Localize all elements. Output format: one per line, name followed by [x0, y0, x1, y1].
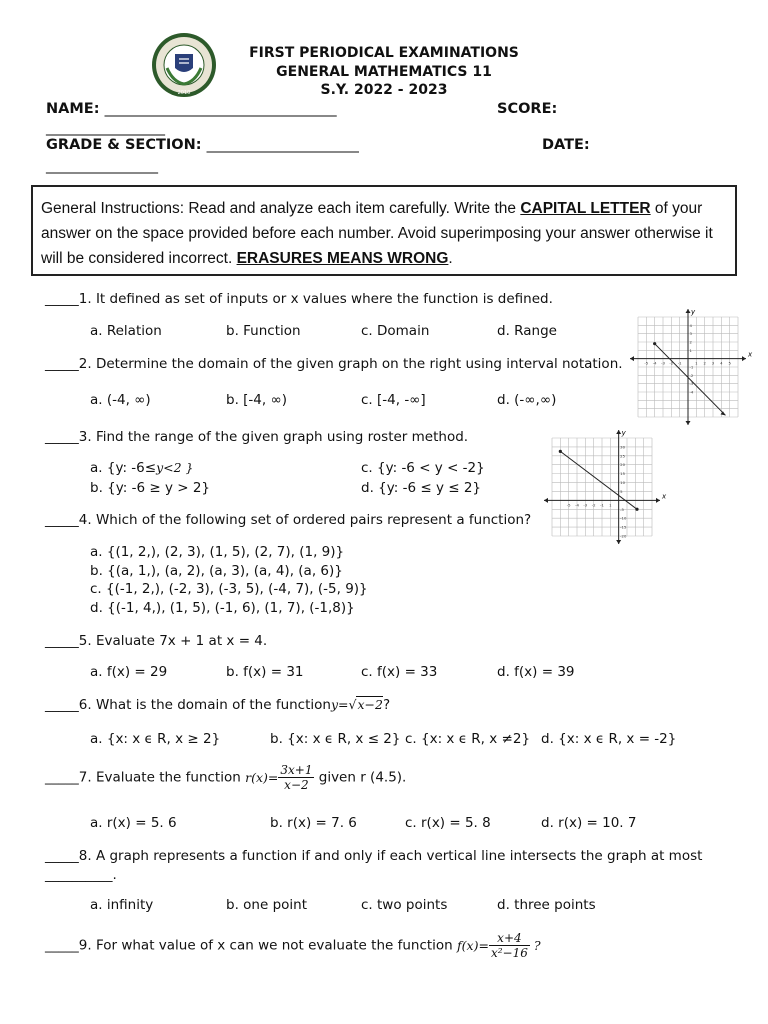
choice: d. r(x) = 10. 7: [541, 815, 637, 831]
choice: c. two points: [361, 897, 448, 913]
y-tick-label: 4: [689, 322, 692, 328]
choice: b. {x: x ϵ R, x ≤ 2}: [270, 731, 401, 747]
x-tick-label: -4: [575, 502, 579, 508]
choice: a. {(1, 2,), (2, 3), (1, 5), (2, 7), (1, 9)}: [90, 544, 345, 560]
choice: d. (-∞,∞): [497, 392, 557, 408]
answer-blank[interactable]: _____: [45, 356, 79, 372]
y-tick-label: 10: [620, 480, 626, 486]
answer-blank[interactable]: _____: [45, 429, 79, 445]
subject-title: GENERAL MATHEMATICS 11: [276, 64, 492, 80]
endpoint: [559, 450, 562, 453]
choice: a. {x: x ϵ R, x ≥ 2}: [90, 731, 221, 747]
choice: d. Range: [497, 323, 557, 339]
choice: d. f(x) = 39: [497, 664, 575, 680]
general-instructions-box: [31, 185, 737, 276]
question-3: _____3. Find the range of the given graph using roster method.: [45, 429, 469, 445]
choice: c. [-4, -∞]: [361, 392, 426, 408]
x-tick-label: 5: [728, 360, 731, 366]
graph-question-3: [540, 430, 668, 548]
function-line: [652, 344, 726, 416]
y-axis-label: y: [691, 308, 696, 316]
y-tick-label: -5: [620, 506, 624, 512]
choice: c. r(x) = 5. 8: [405, 815, 491, 831]
instructions-text-2: of your answer on the space provided before each number. Avoid superimposing your answer otherwise it will be considered incorrect.: [41, 200, 713, 267]
instructions-erasures: ERASURES MEANS WRONG: [236, 250, 449, 267]
x-axis-label: x: [748, 350, 753, 359]
choice: d. {x: x ϵ R, x = -2}: [541, 731, 677, 747]
y-tick-label: -10: [620, 515, 627, 521]
choice: d. three points: [497, 897, 596, 913]
grade-section-label: GRADE & SECTION:: [46, 137, 202, 153]
exam-title: FIRST PERIODICAL EXAMINATIONS: [249, 45, 519, 61]
x-tick-label: -1: [600, 502, 604, 508]
choice: a. f(x) = 29: [90, 664, 168, 680]
grade-section-field[interactable]: [46, 137, 359, 153]
school-year: S.Y. 2022 - 2023: [320, 82, 448, 98]
name-blank[interactable]: ________________________________: [104, 101, 337, 117]
choice: b. {(a, 1,), (a, 2), (a, 3), (a, 4), (a, 6)}: [90, 563, 343, 579]
x-tick-label: -5: [644, 360, 649, 366]
y-tick-label: 5: [620, 488, 623, 494]
y-tick-label: 15: [620, 471, 626, 477]
y-tick-label: 3: [689, 331, 692, 337]
instructions-capital-letter: CAPITAL LETTER: [520, 200, 651, 217]
y-axis-label: y: [621, 429, 626, 437]
choice: b. {y: -6 ≥ y > 2}: [90, 480, 211, 496]
choice: b. r(x) = 7. 6: [270, 815, 357, 831]
instructions-text-3: .: [448, 250, 453, 267]
x-tick-label: 1: [609, 502, 612, 508]
score-label: SCORE:: [497, 101, 558, 117]
y-tick-label: 1: [689, 347, 692, 353]
y-tick-label: 25: [620, 453, 626, 459]
x-tick-label: -2: [591, 502, 596, 508]
answer-blank[interactable]: _____: [45, 769, 79, 786]
svg-text:2010: 2010: [177, 90, 191, 96]
endpoint: [635, 508, 638, 511]
y-tick-label: -4: [689, 389, 694, 395]
choice: b. f(x) = 31: [226, 664, 304, 680]
choice: a. infinity: [90, 897, 154, 913]
answer-blank[interactable]: _____: [45, 633, 79, 649]
question-8: _____8. A graph represents a function if and only if each vertical line intersects the graph at most __________.: [45, 848, 703, 883]
fraction-r-of-x: $\frac{3x+1}{x-2}$: [280, 763, 313, 792]
x-tick-label: -3: [661, 360, 665, 366]
answer-blank[interactable]: _____: [45, 937, 79, 954]
y-tick-label: -1: [689, 364, 694, 370]
x-tick-label: -3: [583, 502, 588, 508]
choice: a. (-4, ∞): [90, 392, 151, 408]
grade-section-blank[interactable]: _____________________: [206, 137, 359, 153]
name-label: NAME:: [46, 101, 100, 117]
y-tick-label: 20: [620, 462, 626, 468]
question-2: _____2. Determine the domain of the given graph on the right using interval notation.: [45, 356, 623, 372]
grade-blank-continued[interactable]: ________________: [46, 158, 158, 174]
y-tick-label: 30: [620, 444, 626, 450]
y-tick-label: -20: [620, 533, 627, 539]
y-tick-label: 2: [689, 339, 692, 345]
x-tick-label: -2: [669, 360, 674, 366]
name-field[interactable]: [46, 101, 337, 117]
choice: b. Function: [226, 323, 301, 339]
choice: c. {x: x ϵ R, x ≠2}: [405, 731, 531, 747]
endpoint: [653, 342, 656, 345]
x-tick-label: 4: [720, 360, 723, 366]
question-6: _____6. What is the domain of the functiony=√x−2?: [45, 697, 391, 713]
choice: c. Domain: [361, 323, 430, 339]
name-blank-continued[interactable]: _________________: [46, 120, 165, 136]
choice: c. f(x) = 33: [361, 664, 438, 680]
x-axis-label: x: [662, 492, 667, 501]
x-tick-label: 2: [703, 360, 706, 366]
choice: c. {(-1, 2,), (-2, 3), (-3, 5), (-4, 7), (-5, 9)}: [90, 581, 368, 597]
choice: d. {y: -6 ≤ y ≤ 2}: [361, 480, 482, 496]
x-tick-label: 3: [711, 360, 715, 366]
question-1: _____1. It defined as set of inputs or x values where the function is defined.: [45, 291, 553, 307]
graph-question-2: [628, 305, 753, 430]
choice: c. {y: -6 < y < -2}: [361, 460, 485, 476]
question-7: _____7. Evaluate the function r(x)= $\frac{3x+1}{x-2}$ given r (4.5).: [45, 763, 407, 792]
choice: d. {(-1, 4,), (1, 5), (-1, 6), (1, 7), (-1,8)}: [90, 600, 355, 616]
y-tick-label: -3: [689, 381, 694, 387]
fraction-f-of-x: $\frac{x+4}{\text{x²−16}}$: [490, 931, 528, 960]
choice: a. Relation: [90, 323, 162, 339]
x-tick-label: 1: [695, 360, 698, 366]
x-tick-label: -1: [677, 360, 682, 366]
y-tick-label: -2: [689, 372, 694, 378]
question-5: _____5. Evaluate 7x + 1 at x = 4.: [45, 633, 268, 649]
y-tick-label: -15: [620, 524, 627, 530]
choice-3a: a. {y: -6≤y<2 }: [90, 460, 194, 476]
answer-blank[interactable]: _____: [45, 512, 79, 528]
instructions-text-1: General Instructions: Read and analyze each item carefully. Write the: [41, 200, 521, 217]
x-tick-label: -5: [566, 502, 571, 508]
answer-blank[interactable]: _____: [45, 291, 79, 307]
question-4: _____4. Which of the following set of ordered pairs represent a function?: [45, 512, 532, 528]
x-tick-label: -4: [652, 360, 657, 366]
question-9: _____9. For what value of x can we not evaluate the function f(x)= $\frac{x+4}{\text{x²−16}}$ ?: [45, 931, 541, 960]
choice: b. one point: [226, 897, 307, 913]
choice: b. [-4, ∞): [226, 392, 287, 408]
choice: a. r(x) = 5. 6: [90, 815, 177, 831]
answer-blank[interactable]: _____: [45, 697, 79, 713]
answer-blank[interactable]: _____: [45, 848, 79, 864]
date-label: DATE:: [542, 137, 590, 153]
